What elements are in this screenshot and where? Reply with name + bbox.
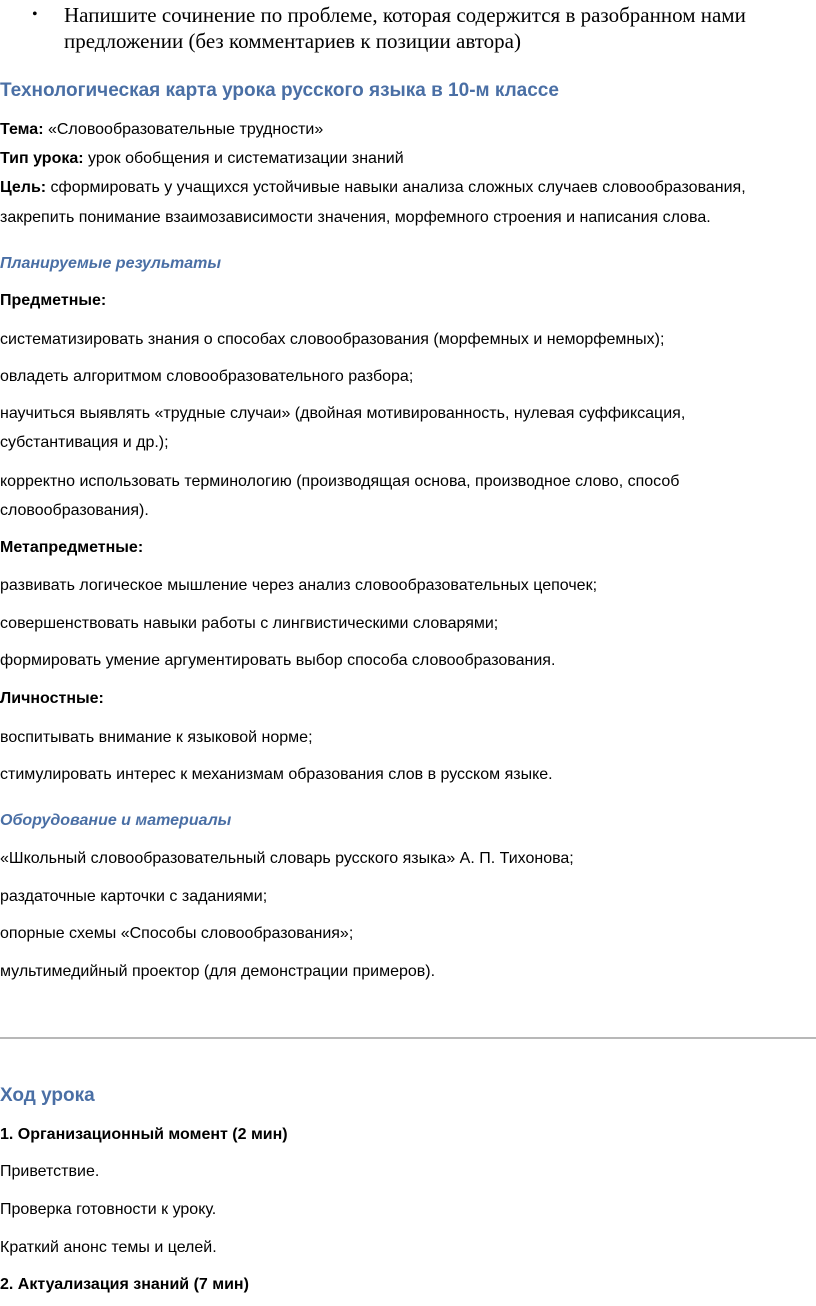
list-item: формировать умение аргументировать выбор способа словообразования. bbox=[0, 652, 556, 669]
list-item: мультимедийный проектор (для демонстрации примеров). bbox=[0, 963, 436, 980]
goal-label: Цель: bbox=[0, 179, 47, 196]
topic-value: «Словообразовательные трудности» bbox=[43, 121, 324, 138]
list-item: «Школьный словообразовательный словарь русского языка» А. П. Тихонова; bbox=[0, 850, 574, 867]
stage-2-heading: 2. Актуализация знаний (7 мин) bbox=[0, 1276, 249, 1293]
stage-1-heading: 1. Организационный момент (2 мин) bbox=[0, 1126, 288, 1143]
top-bullet-item bbox=[32, 2, 802, 54]
lesson-type-line bbox=[0, 145, 810, 173]
subject-heading: Предметные: bbox=[0, 292, 107, 309]
bullet-icon: • bbox=[32, 6, 38, 23]
list-item: Проверка готовности к уроку. bbox=[0, 1201, 217, 1218]
list-item: совершенствовать навыки работы с лингвистическими словарями; bbox=[0, 615, 499, 632]
planned-results-heading: Планируемые результаты bbox=[0, 255, 221, 272]
page-title: Технологическая карта урока русского языка в 10-м классе bbox=[0, 80, 559, 101]
meta-heading: Метапредметные: bbox=[0, 539, 144, 556]
list-item: корректно использовать терминологию (производящая основа, производное слово, способ bbox=[0, 473, 680, 490]
list-item-cont: субстантивация и др.); bbox=[0, 434, 169, 451]
list-item: развивать логическое мышление через анализ словообразовательных цепочек; bbox=[0, 577, 598, 594]
equipment-heading: Оборудование и материалы bbox=[0, 812, 232, 829]
list-item: Краткий анонс темы и целей. bbox=[0, 1239, 217, 1256]
list-item: овладеть алгоритмом словообразовательного разбора; bbox=[0, 368, 414, 385]
goal-text-1: сформировать у учащихся устойчивые навыки анализа сложных случаев словообразования, bbox=[46, 179, 746, 196]
top-bullet-text: Напишите сочинение по проблеме, которая содержится в разобранном нами предложении (без комментариев к позиции автора) bbox=[64, 3, 746, 53]
list-item: стимулировать интерес к механизмам образования слов в русском языке. bbox=[0, 766, 553, 783]
list-item: систематизировать знания о способах словообразования (морфемных и неморфемных); bbox=[0, 331, 665, 348]
list-item: научиться выявлять «трудные случаи» (двойная мотивированность, нулевая суффиксация, bbox=[0, 405, 686, 422]
goal-text-2: закрепить понимание взаимозависимости значения, морфемного строения и написания слова. bbox=[0, 209, 711, 226]
section-divider bbox=[0, 1037, 816, 1039]
list-item: воспитывать внимание к языковой норме; bbox=[0, 729, 313, 746]
lesson-type-value: урок обобщения и систематизации знаний bbox=[83, 150, 404, 167]
topic-label: Тема: bbox=[0, 121, 44, 138]
list-item: раздаточные карточки с заданиями; bbox=[0, 888, 268, 905]
goal-line bbox=[0, 174, 810, 202]
course-heading: Ход урока bbox=[0, 1085, 95, 1106]
topic-line bbox=[0, 116, 810, 144]
list-item: Приветствие. bbox=[0, 1163, 100, 1180]
list-item-cont: словообразования). bbox=[0, 502, 149, 519]
lesson-type-label: Тип урока: bbox=[0, 150, 84, 167]
personal-heading: Личностные: bbox=[0, 690, 104, 707]
list-item: опорные схемы «Способы словообразования»; bbox=[0, 925, 354, 942]
